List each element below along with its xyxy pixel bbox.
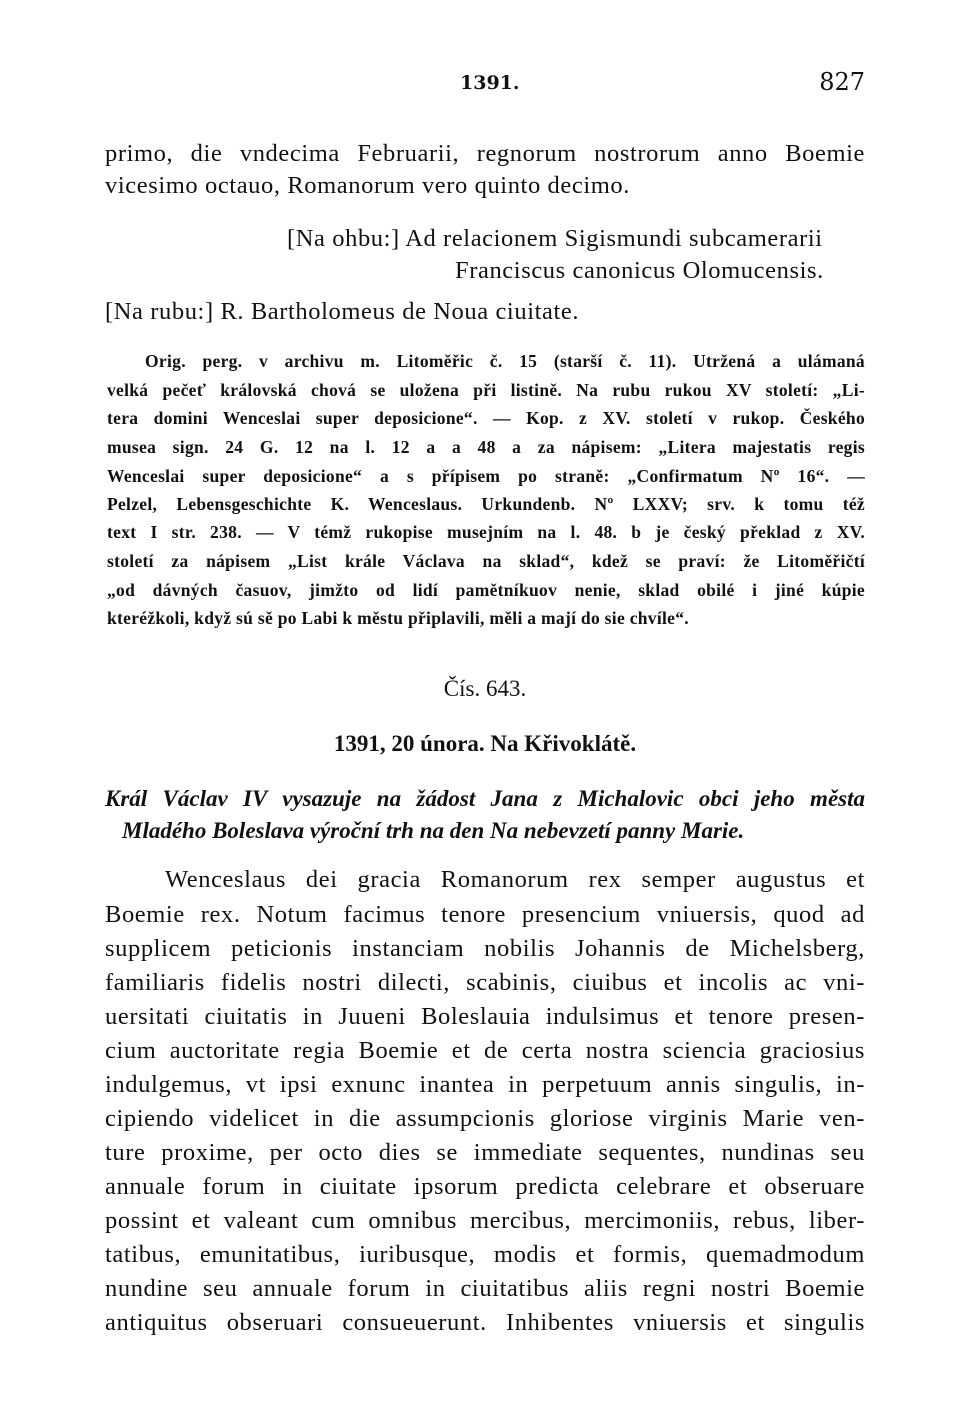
document-number: Čís. 643. [443,676,527,701]
source-note-line: velká pečeť královská chová se uložena při listině. Na rubu rukou XV století: „Li- [107,380,865,400]
source-note-line: musea sign. 24 G. 12 na l. 12 a a 48 a za nápisem: „Litera majestatis regis [107,437,865,457]
charter-text-line: cipiendo videlicet in die assumpcionis gloriose virginis Marie ven- [105,1105,865,1132]
source-note-line: století za nápisem „List krále Václava na sklad“, kdež se praví: že Litoměřičtí [107,551,865,571]
closing-line: primo, die vndecima Februarii, regnorum nostrorum anno Boemie [105,140,865,167]
endorsement-rubu: [Na rubu:] R. Bartholomeus de Noua ciuitate. [105,298,580,325]
charter-text-line: indulgemus, vt ipsi exnunc inantea in perpetuum annis singulis, in- [105,1071,865,1098]
charter-text-line: nundine seu annuale forum in ciuitatibus aliis regni nostri Boemie [105,1275,865,1302]
charter-text-line: supplicem peticionis instanciam nobilis Johannis de Michelsberg, [105,935,865,962]
source-note-line: Orig. perg. v archivu m. Litoměřic č. 15 (starší č. 11). Utržená a ulámaná [145,351,865,371]
charter-text-line: uersitati ciuitatis in Juueni Boleslauia indulsimus et tenore presen- [105,1003,865,1030]
source-note-line: „od dávných časuov, jimžto od lidí pamětníkuov nenie, sklad obilé i jiné kúpie [107,580,865,600]
source-note-line: tera domini Wenceslai super deposicione“. — Kop. z XV. století v rukop. Českého [107,408,865,428]
charter-text-line: possint et valeant cum omnibus mercibus, mercimoniis, rebus, liber- [105,1207,865,1234]
charter-text-line: antiquitus obseruari consueuerunt. Inhibentes vniuersis et singulis [105,1309,865,1336]
source-note-line: kteréžkoli, když sú sě po Labi k městu připlavili, měli a mají do sie chvíle“. [107,608,689,628]
document-summary-line: Král Václav IV vysazuje na žádost Jana z Michalovic obci jeho města [105,786,865,811]
charter-text-line: ture proxime, per octo dies se immediate sequentes, nundinas seu [105,1139,865,1166]
page-number: 827 [819,68,865,96]
running-header [105,68,865,102]
charter-text-line: Wenceslaus dei gracia Romanorum rex semper augustus et [165,866,865,893]
charter-text-line: Boemie rex. Notum facimus tenore presencium vniuersis, quod ad [105,901,865,928]
running-header-year: 1391. [460,72,520,94]
charter-text-line: cium auctoritate regia Boemie et de certa nostra sciencia graciosius [105,1037,865,1064]
charter-text-line: tatibus, emunitatibus, iuribusque, modis et formis, quemadmodum [105,1241,865,1268]
charter-text-line: familiaris fidelis nostri dilecti, scabinis, ciuibus et incolis ac vni- [105,969,865,996]
source-note-line: Pelzel, Lebensgeschichte K. Wenceslaus. Urkundenb. Nº LXXV; srv. k tomu též [107,494,865,514]
document-date-place: 1391, 20 února. Na Křivoklátě. [333,731,637,756]
closing-line: vicesimo octauo, Romanorum vero quinto decimo. [105,172,630,199]
charter-text-line: annuale forum in ciuitate ipsorum predicta celebrare et obseruare [105,1173,865,1200]
document-summary-line: Mladého Boleslava výroční trh na den Na nebevzetí panny Marie. [122,818,745,843]
endorsement-ohbu-continuation: Franciscus canonicus Olomucensis. [455,257,824,284]
endorsement-ohbu: [Na ohbu:] Ad relacionem Sigismundi subcamerarii [287,225,823,252]
source-note-line: text I str. 238. — V témž rukopise musejním na l. 48. b je český překlad z XV. [107,522,865,542]
source-note-line: Wenceslai super deposicione“ a s přípisem po straně: „Confirmatum Nº 16“. — [107,466,865,486]
